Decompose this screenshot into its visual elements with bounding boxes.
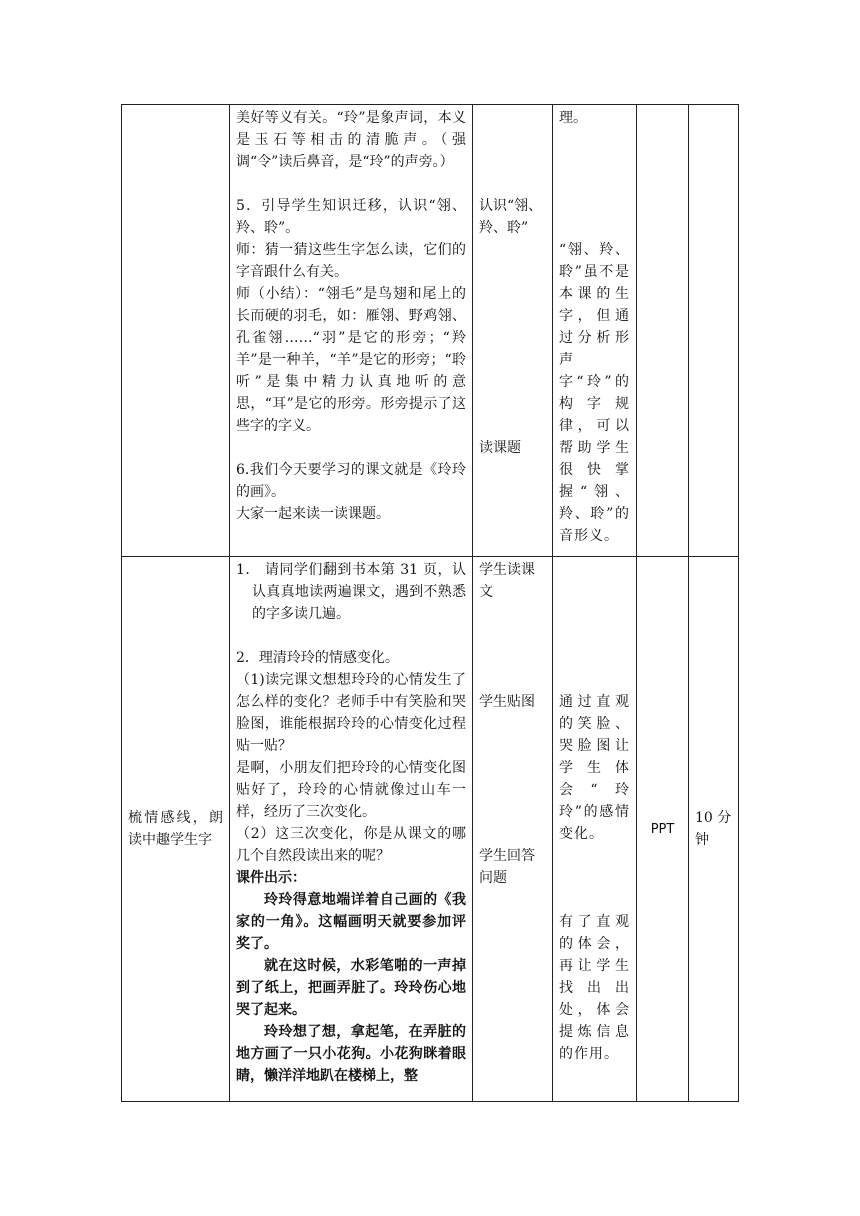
time-cell bbox=[689, 105, 739, 557]
design-intent-text: 理。 bbox=[559, 110, 587, 126]
courseware-paragraph: 就在这时候，水彩笔啪的一声掉到了纸上，把画弄脏了。玲玲伤心地哭了起来。 bbox=[236, 958, 466, 1018]
student-activity-text: 学生读课文 bbox=[479, 562, 535, 600]
lesson-plan-table bbox=[121, 104, 739, 1102]
student-activity-text: 学生贴图 bbox=[479, 694, 535, 710]
student-activity-text: 读课题 bbox=[479, 440, 521, 456]
media-text: PPT bbox=[650, 821, 675, 837]
student-activity-cell bbox=[473, 105, 553, 557]
teaching-content-cell bbox=[230, 105, 473, 557]
stage-title: 梳情感线，朗读中趣学生字 bbox=[128, 810, 223, 848]
time-cell bbox=[689, 557, 739, 1102]
stage-cell bbox=[122, 105, 230, 557]
step5-title: 5．引导学生知识迁移，认识“翎、羚、聆”。 bbox=[236, 198, 466, 236]
step5-summary: 师（小结）：“翎毛”是鸟翅和尾上的长而硬的羽毛，如：雁翎、野鸡翎、孔雀翎……“羽”是它的形旁；“羚羊”是一种羊，“羊”是它的形旁；“聆听”是集中精力认真地听的意思，“耳”是它的形旁。形旁提示了这些字的字义。 bbox=[236, 286, 466, 434]
teaching-content-cell bbox=[230, 557, 473, 1102]
step2-2-text: （2）这三次变化，你是从课文的哪几个自然段读出来的呢？ bbox=[236, 826, 466, 864]
content-paragraph: 美好等义有关。“玲”是象声词，本义是玉石等相击的清脆声。（强调“令”读后鼻音，是“玲”的声旁。） bbox=[236, 110, 466, 170]
step2-title: 2．理清玲玲的情感变化。 bbox=[236, 650, 399, 666]
student-activity-text: 认识“翎、羚、聆” bbox=[479, 198, 543, 236]
step5-question: 师：猜一猜这些生字怎么读，它们的字音跟什么有关。 bbox=[236, 242, 466, 280]
step1-text: 1． 请同学们翻到书本第 31 页，认认真真地读两遍课文，遇到不熟悉的字多读几遍。 bbox=[236, 562, 466, 622]
table-row bbox=[122, 105, 739, 557]
table-row bbox=[122, 557, 739, 1102]
design-intent-text: 有了直观的体会，再让学生找出出处，体会提炼信息的作用。 bbox=[559, 914, 630, 1062]
time-text: 10 分钟 bbox=[695, 810, 732, 848]
design-intent-text: “翎、羚、聆”虽不是本课的生字，但通过分析形声字“玲”的构字规律，可以帮助学生很快掌握“翎、羚、聆”的音形义。 bbox=[559, 242, 630, 544]
media-cell bbox=[637, 105, 689, 557]
step6-title: 6.我们今天要学习的课文就是《玲玲的画》。 bbox=[236, 462, 466, 500]
courseware-paragraph: 玲玲想了想，拿起笔，在弄脏的地方画了一只小花狗。小花狗眯着眼睛，懒洋洋地趴在楼梯上，整 bbox=[236, 1024, 466, 1084]
media-cell bbox=[637, 557, 689, 1102]
courseware-paragraph: 玲玲得意地端详着自己画的《我家的一角》。这幅画明天就要参加评奖了。 bbox=[236, 892, 466, 952]
design-intent-cell bbox=[553, 557, 637, 1102]
step2-1-text: （1)读完课文想想玲玲的心情发生了怎么样的变化？老师手中有笑脸和哭脸图，谁能根据玲玲的心情变化过程贴一贴？ bbox=[236, 672, 466, 754]
step2-1b-text: 是啊，小朋友们把玲玲的心情变化图贴好了，玲玲的心情就像过山车一样，经历了三次变化。 bbox=[236, 760, 466, 820]
student-activity-text: 学生回答问题 bbox=[479, 848, 535, 886]
design-intent-cell bbox=[553, 105, 637, 557]
stage-cell bbox=[122, 557, 230, 1102]
student-activity-cell bbox=[473, 557, 553, 1102]
design-intent-text: 通过直观的笑脸、哭脸图让学生体会“玲玲”的感情变化。 bbox=[559, 694, 630, 842]
step6-instruction: 大家一起来读一读课题。 bbox=[236, 506, 390, 522]
courseware-label: 课件出示： bbox=[236, 870, 306, 886]
